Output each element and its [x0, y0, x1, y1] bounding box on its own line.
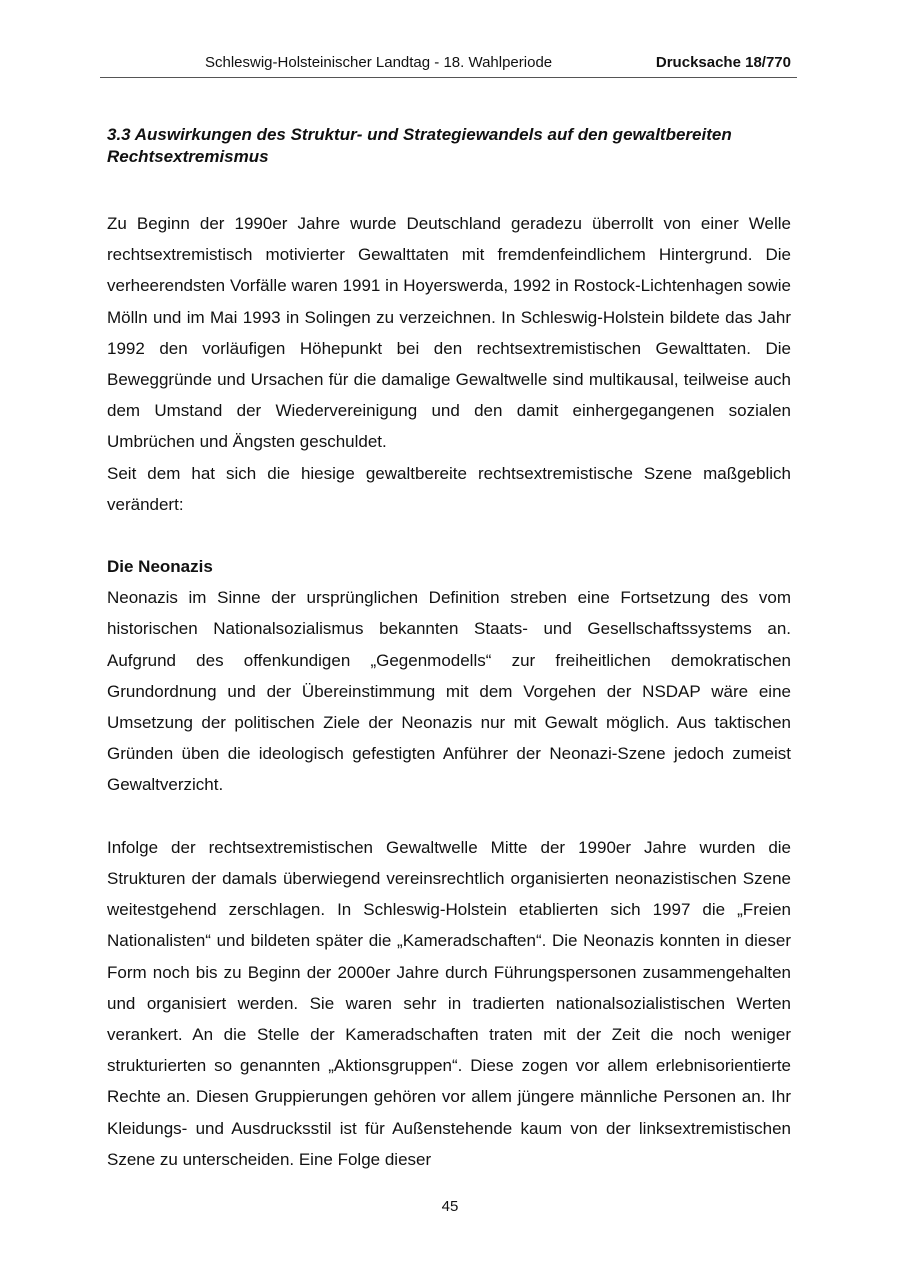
page-content: [107, 124, 791, 1175]
body-paragraph: Zu Beginn der 1990er Jahre wurde Deutschland geradezu überrollt von einer Welle rechtsextremistisch motivierter Gewalttaten mit fremdenfeindlichem Hintergrund. Die verheerendsten Vorfälle waren 1991 in Hoyerswerda, 1992 in Rostock-Lichtenhagen sowie Mölln und im Mai 1993 in Solingen zu verzeichnen. In Schleswig-Holstein bildete das Jahr 1992 den vorläufigen Höhepunkt bei den rechtsextremistischen Gewalttaten. Die Beweggründe und Ursachen für die damalige Gewaltwelle sind multikausal, teilweise auch dem Umstand der Wiedervereinigung und den damit einhergegangenen sozialen Umbrüchen und Ängsten geschuldet.: [107, 214, 791, 452]
page-number: 45: [441, 1198, 459, 1215]
section-heading: 3.3 Auswirkungen des Struktur- und Strategiewandels auf den gewaltbereiten Rechtsextremismus: [107, 125, 732, 166]
subsection-heading: Die Neonazis: [107, 557, 213, 577]
body-paragraph: Neonazis im Sinne der ursprünglichen Definition streben eine Fortsetzung des vom historischen Nationalsozialismus bekannten Staats- und Gesellschaftssystems an. Aufgrund des offenkundigen „Gegenmodells“ zur freiheitlichen demokratischen Grundordnung und der Übereinstimmung mit dem Vorgehen der NSDAP wäre eine Umsetzung der politischen Ziele der Neonazis nur mit Gewalt möglich. Aus taktischen Gründen üben die ideologisch gefestigten Anführer der Neonazi-Szene jedoch zumeist Gewaltverzicht.: [107, 588, 791, 795]
body-paragraph: Infolge der rechtsextremistischen Gewaltwelle Mitte der 1990er Jahre wurden die Strukturen der damals überwiegend vereinsrechtlich organisierten neonazistischen Szene weitestgehend zerschlagen. In Schleswig-Holstein etablierten sich 1997 die „Freien Nationalisten“ und bildeten später die „Kameradschaften“. Die Neonazis konnten in dieser Form noch bis zu Beginn der 2000er Jahre durch Führungspersonen zusammengehalten und organisiert werden. Sie waren sehr in tradierten nationalsozialistischen Werten verankert. An die Stelle der Kameradschaften traten mit der Zeit die noch weniger strukturierten so genannten „Aktionsgruppen“. Diese zogen vor allem erlebnisorientierte Rechte an. Diesen Gruppierungen gehören vor allem jüngere männliche Personen an. Ihr Kleidungs- und Ausdrucksstil ist für Außenstehende kaum von der linksextremistischen Szene zu unterscheiden. Eine Folge dieser: [107, 837, 791, 1169]
page-header: [100, 51, 797, 78]
body-paragraph: Seit dem hat sich die hiesige gewaltbereite rechtsextremistische Szene maßgeblich verändert:: [107, 463, 791, 514]
document-number: Drucksache 18/770: [655, 54, 791, 71]
header-title: Schleswig-Holsteinischer Landtag - 18. Wahlperiode: [205, 54, 553, 71]
